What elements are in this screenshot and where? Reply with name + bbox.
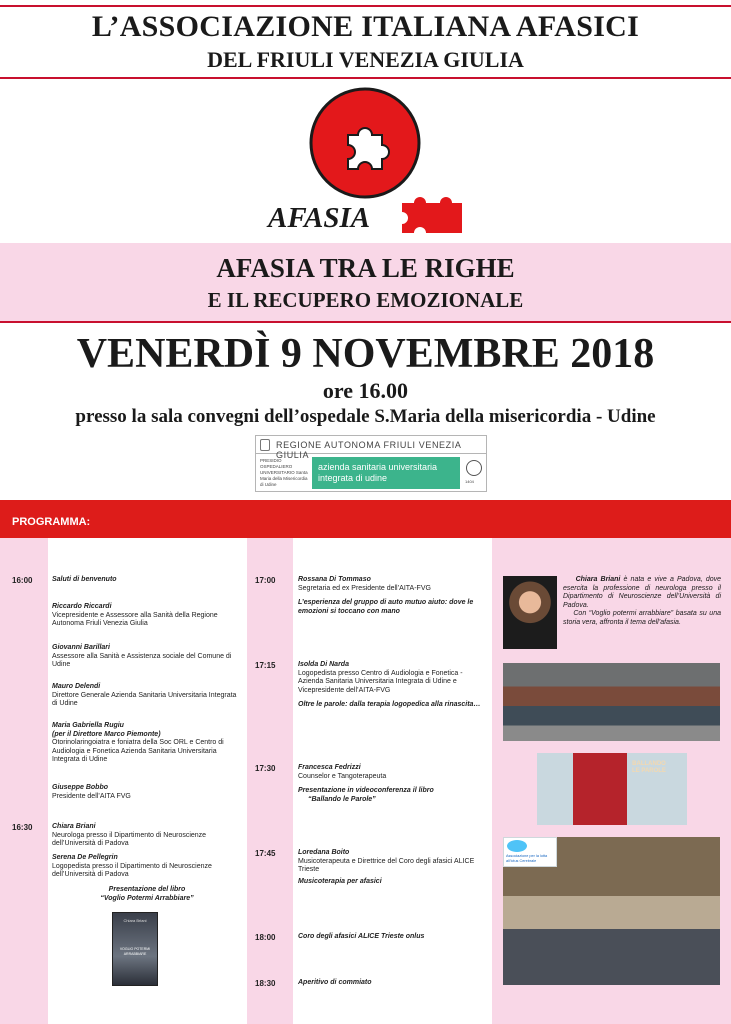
region-row <box>256 436 486 460</box>
dance-book-title: BALLANDO LE PAROLE <box>632 761 666 774</box>
time-label: 16:00 <box>12 576 33 585</box>
program-entry: Presentazione del libro “Voglio Potermi Arrabbiare” <box>100 886 194 902</box>
program-entry: Giuseppe Bobbo Presidente dell’AITA FVG <box>52 784 131 800</box>
speaker-bio <box>563 576 721 628</box>
choir-photo <box>503 837 720 985</box>
time-label: 17:00 <box>255 576 276 585</box>
program-label: PROGRAMMA: <box>12 516 91 528</box>
event-date: VENERDÌ 9 NOVEMBRE 2018 <box>76 331 655 377</box>
region-name: REGIONE AUTONOMA FRIULI VENEZIA GIULIA <box>276 440 461 460</box>
alice-logo-icon <box>507 840 527 852</box>
bio-book: “Voglio potermi arrabbiare” <box>588 610 674 618</box>
red-puzzle-icon-2 <box>430 197 462 233</box>
program-bar <box>0 500 731 538</box>
logo-text: AFASIA <box>268 202 371 234</box>
program-entry: Chiara Briani Neurologa presso il Dipartimento di Neuroscienze dell’Università di Padova <box>52 823 207 847</box>
time-label: 17:15 <box>255 661 276 670</box>
program-entry: Saluti di benvenuto <box>52 576 117 583</box>
event-time: ore 16.00 <box>322 378 409 403</box>
org-title: L’ASSOCIAZIONE ITALIANA AFASICI <box>91 10 640 43</box>
asui-line1: azienda sanitaria universitaria <box>318 462 438 472</box>
program-entry: Rossana Di Tommaso Segretaria ed ex Presidente dell’AITA-FVG L’esperienza del gruppo di auto mutuo aiuto: dove le emozioni si toccano con mano <box>298 576 474 615</box>
event-subtitle: E IL RECUPERO EMOZIONALE <box>207 288 524 312</box>
bio-name: Chiara Briani <box>575 576 621 583</box>
group-photo <box>503 663 720 741</box>
puzzle-piece-icon <box>348 128 389 169</box>
partner-logos <box>255 435 487 492</box>
time-label: 18:30 <box>255 979 276 988</box>
book-cover-image <box>112 912 158 986</box>
emblem-label: 1404 <box>465 479 474 484</box>
time-strip-middle <box>247 538 293 1024</box>
time-label: 17:30 <box>255 764 276 773</box>
program-entry: Coro degli afasici ALICE Trieste onlus <box>298 933 425 940</box>
ballando-le-parole-photo <box>537 753 687 825</box>
chiara-briani-photo <box>503 576 557 649</box>
hospital-name: PRESIDIO OSPEDALIERO UNIVERSITARIO Santa Maria della Misericordia di Udine <box>260 458 308 487</box>
header <box>0 0 731 243</box>
program-entry: Francesca Fedrizzi Counselor e Tangoterapeuta Presentazione in videoconferenza il libro “Ballando le Parole” <box>298 764 434 803</box>
header-top-rule <box>0 5 731 7</box>
event-title-band <box>0 243 731 323</box>
org-subtitle: DEL FRIULI VENEZIA GIULIA <box>207 47 524 72</box>
bio-text-1: è nata e vive a Padova, dove esercita la professione di neurologa presso il Dipartimento di Neuroscienze dell’Università di Padova. <box>563 576 722 609</box>
university-emblem-icon <box>466 460 482 476</box>
program-entry: Loredana Boito Musicoterapeuta e Direttrice del Coro degli afasici ALICE Trieste Musicoterapia per afasici <box>298 849 475 885</box>
program-entry: Aperitivo di commiato <box>298 979 372 986</box>
alice-badge-text: Associazione per la lotta all’ictus Cerebrale <box>506 854 548 863</box>
program-entry: Mauro Delendi Direttore Generale Azienda Sanitaria Universitaria Integrata di Udine <box>52 683 237 707</box>
program-entry: Serena De Pellegrin Logopedista presso il Dipartimento di Neuroscienze dell’Università di Padova <box>52 854 212 878</box>
afasia-logo <box>262 85 472 237</box>
program-entry: Isolda Di Narda Logopedista presso Centro di Audiologia e Fonetica - Azienda Sanitaria Universitaria Integrata di Udine e Vicepresidente dell’AITA-FVG Oltre le parole: dalla terapia logopedica alla rinascita… <box>298 661 481 708</box>
alice-badge <box>503 837 557 867</box>
bio-text-2-suffix: basata su una storia vera, affronta il tema dell’afasia. <box>563 610 721 626</box>
program-entry: Giovanni Barillari Assessore alla Sanità e Assistenza sociale del Comune di Udine <box>52 644 232 668</box>
event-venue: presso la sala convegni dell’ospedale S.Maria della misericordia - Udine <box>75 406 656 427</box>
program-entry: Riccardo Riccardi Vicepresidente e Assessore alla Sanità della Regione Autonoma Friuli Venezia Giulia <box>52 603 218 627</box>
bio-text-2-prefix: Con <box>573 610 589 618</box>
event-title: AFASIA TRA LE RIGHE <box>216 253 515 283</box>
asui-line2: integrata di udine <box>318 473 388 483</box>
time-label: 16:30 <box>12 823 33 832</box>
program-entry: Maria Gabriella Rugiu (per il Direttore Marco Piemonte) Otorinolaringoiatra e foniatra della Soc ORL e Centro di Audiologia e Fonetica Azienda Sanitaria Universitaria Integrata di Udine <box>52 722 224 763</box>
book-cover-title: VOGLIO POTERMI ARRABBIARE <box>119 947 151 956</box>
asui-logo <box>312 457 460 489</box>
header-divider <box>0 77 731 79</box>
time-strip-left <box>0 538 48 1024</box>
region-crest-icon <box>260 439 270 451</box>
book-cover-author: Chiara Briani <box>123 918 147 923</box>
time-label: 17:45 <box>255 849 276 858</box>
time-label: 18:00 <box>255 933 276 942</box>
